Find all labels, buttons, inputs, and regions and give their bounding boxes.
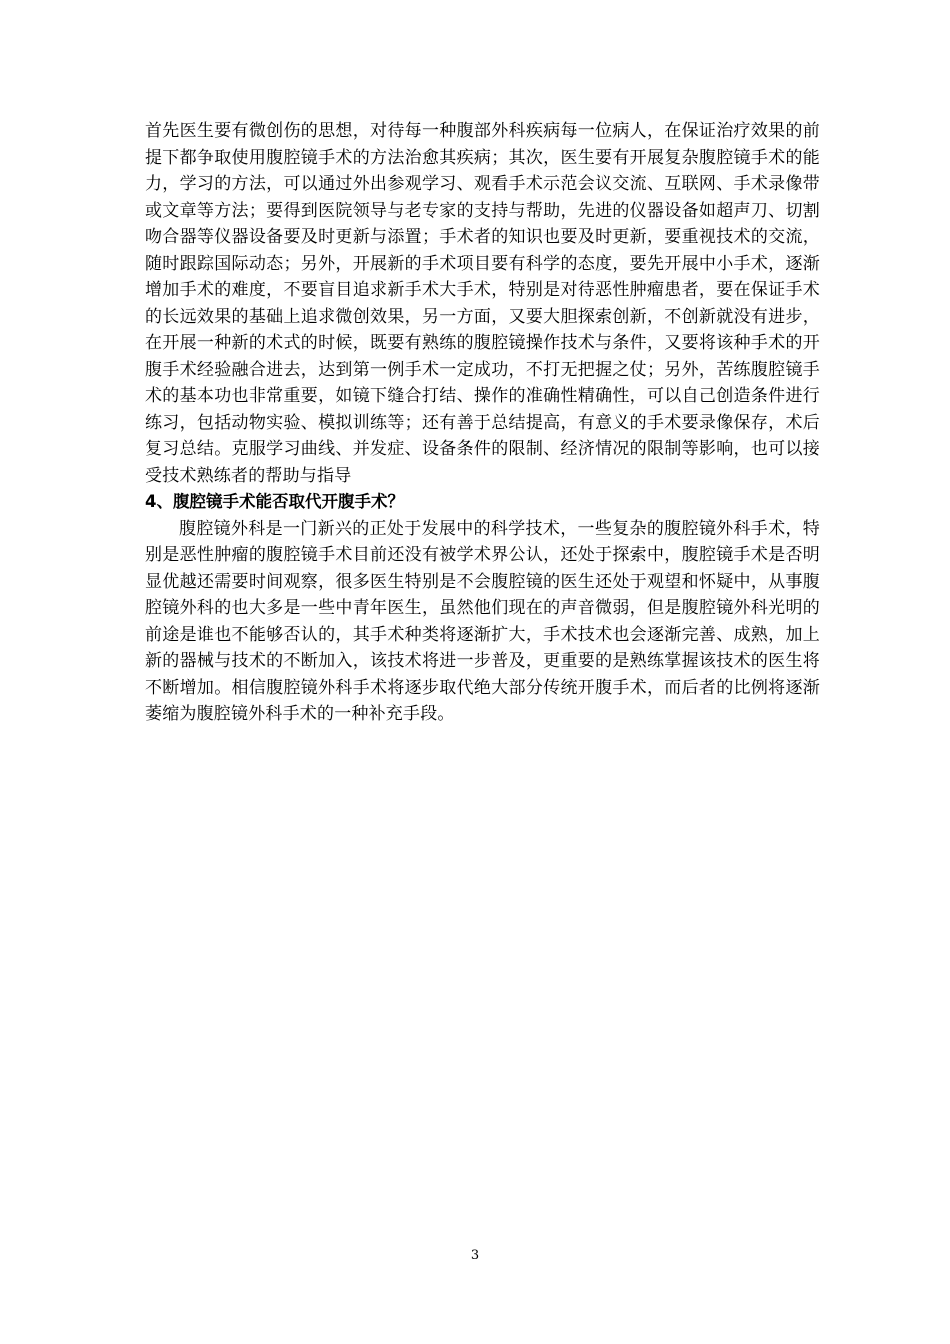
section-heading: 4、腹腔镜手术能否取代开腹手术？: [145, 492, 404, 511]
page-number: 3: [470, 1248, 480, 1263]
body-paragraph-2: 腹腔镜外科是一门新兴的正处于发展中的科学技术，一些复杂的腹腔镜外科手术，特别是恶性肿瘤的腹腔镜手术目前还没有被学术界公认，还处于探索中，腹腔镜手术是否明显优越还需要时间观察，很多医生特别是不会腹腔镜的医生还处于观望和怀疑中，从事腹腔镜外科的也大多是一些中青年医生，虽然他们现在的声音微弱，但是腹腔镜外科光明的前途是谁也不能够否认的，其手术种类将逐渐扩大，手术技术也会逐渐完善、成熟，加上新的器械与技术的不断加入，该技术将进一步普及，更重要的是熟练掌握该技术的医生将不断增加。相信腹腔镜外科手术将逐步取代绝大部分传统开腹手术，而后者的比例将逐渐萎缩为腹腔镜外科手术的一种补充手段。: [145, 518, 820, 724]
page-content: [145, 118, 820, 728]
body-paragraph-1: 首先医生要有微创伤的思想，对待每一种腹部外科疾病每一位病人，在保证治疗效果的前提下都争取使用腹腔镜手术的方法治愈其疾病；其次，医生要有开展复杂腹腔镜手术的能力，学习的方法，可以通过外出参观学习、观看手术示范会议交流、互联网、手术录像带或文章等方法；要得到医院领导与老专家的支持与帮助，先进的仪器设备如超声刀、切割吻合器等仪器设备要及时更新与添置；手术者的知识也要及时更新，要重视技术的交流，随时跟踪国际动态；另外，开展新的手术项目要有科学的态度，要先开展中小手术，逐渐增加手术的难度，不要盲目追求新手术大手术，特别是对待恶性肿瘤患者，要在保证手术的长远效果的基础上追求微创效果，另一方面，又要大胆探索创新，不创新就没有进步，在开展一种新的术式的时候，既要有熟练的腹腔镜操作技术与条件，又要将该种手术的开腹手术经验融合进去，达到第一例手术一定成功，不打无把握之仗；另外，苦练腹腔镜手术的基本功也非常重要，如镜下缝合打结、操作的准确性精确性，可以自己创造条件进行练习，包括动物实验、模拟训练等；还有善于总结提高，有意义的手术要录像保存，术后复习总结。克服学习曲线、并发症、设备条件的限制、经济情况的限制等影响，也可以接受技术熟练者的帮助与指导: [145, 121, 820, 486]
